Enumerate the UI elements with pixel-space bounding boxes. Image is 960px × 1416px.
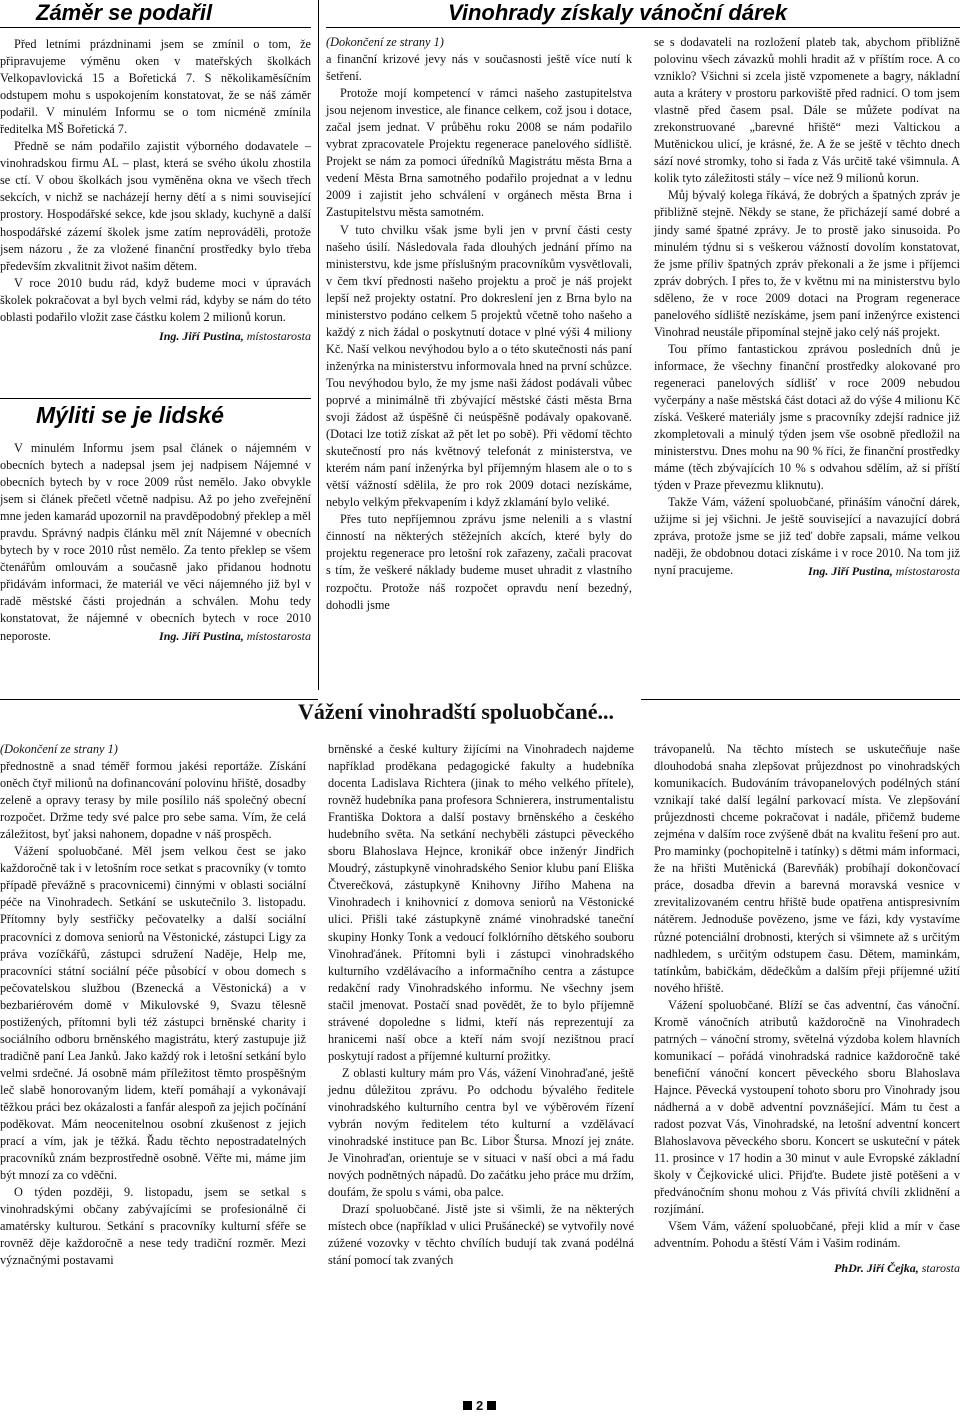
- paragraph: Předně se nám podařilo zajistit výborného dodavatele – vinohradskou firmu AL – plast, která se svého úkolu zhostila se ctí. V obou školkách jsou vyměněna okna ve všech třech sekcích, v nichž se nacházejí herny dětí a s nimi související prostory. Hospodářské sekce, kde jsou sklady, kuchyně a další hospodářské zázemí školek jsme zatím neprováděli, protože jsem názoru , že za vložené finanční prostředky bylo třeba především zkvalitnit život našim dětem.: [0, 139, 311, 273]
- title-rule: [0, 27, 311, 28]
- paragraph: Z oblasti kultury mám pro Vás, vážení Vinohraďané, ještě jednu důležitou zprávu. Po odchodu bývalého ředitele vinohradského kulturního centra byl ve výběrovém řízení vybrán novým ředitelem této kulturní a vzdělávací vinohradské instituce pan Bc. Libor Štursa. Mnozí jej znáte. Je Vinohraďan, orientuje se v situaci v naší obci a má řadu nových podnětných nápadů. Do začátku jeho práce mu držím, doufám, že spolu s vámi, oba palce.: [328, 1065, 634, 1200]
- article-column: [654, 34, 960, 580]
- paragraph: Vážení spoluobčané. Blíží se čas adventní, čas vánoční. Kromě vánočních atributů každoročně na Vinohradech patrných – vánoční stromy, světelná výzdoba kolem hlavních komunikací – pořádá vinohradská radnice každoročně také benefiční vánoční koncert pěveckého sboru Blahoslava Hajnce. Pěvecká vystoupení tohoto sboru pro Vinohrady jsou nádherná a v době adventní povznášející. Mám tu čest a radost pozvat Vás, Vinohradské, na letošní adventní koncert Blahoslavova pěveckého sboru. Koncert se uskuteční v pátek 11. prosince v 17 hodin a 30 minut v aule Evropské základní školy v Čejkovické ulici. Přijďte. Budete jistě potěšeni a v předvánočním shonu mohou z Vás přivítá chvíli zklidnění a rozjímání.: [654, 997, 960, 1217]
- paragraph: V tuto chvilku však jsme byli jen v první části cesty našeho úsilí. Následovala řada dlouhých jednání přímo na ministerstvu, kde jsme příslušným pracovníkům vysvětlovali, v čem tkví přednosti našeho projektu a proč je náš projekt lepší než projekty ostatní. Pro dokreslení jen z Brna bylo na ministerstvo podáno celkem 5 projektů včetně toho našeho a každý z nich žádal o poskytnutí dotace v plné výši 4 miliony Kč. Naší velkou nevýhodou bylo a o této skutečnosti nás paní inženýrka na ministerstvu informovala hned na první schůzce. Tou nevýhodou bylo, že my jsme naši žádost podávali vůbec poprvé a minimálně tři zbývající městské části města Brna svoji žádost až úspěšně či neúspěšně podávaly opakovaně. (Dotaci lze totiž získat až pět let po sobě). Při vědomí těchto skutečností pro nás květnový telefonát z ministerstva, ve kterém nám paní inženýrka byl příjemným hlasem ale o to s větší vážností sdělila, že pro rok 2009 dotaci nezískáme, nebylo velkým překvapením i když zklamání bylo veliké.: [326, 222, 632, 510]
- article-title: Mýliti se je lidské: [36, 402, 224, 428]
- page-number: [463, 1398, 496, 1413]
- paragraph: Vážení spoluobčané. Měl jsem velkou čest se jako každoročně tak i v letošním roce setkat s pracovníky (v tomto případě převážně s pracovnicemi) činnými v oblasti sociální péče na Vinohradech. Setkání se uskutečnilo 3. listopadu. Přítomny byly sestřičky pečovatelky a další sociální pracovníci z domova seniorů na Věstonické, zástupci Ligy za práva vozíčkářů, zástupci sdružení Naděje, Help me, pracovníci státní sociální péče působící v obou domech s pečovatelskou službou (Bzenecká a Věstonická) a v bezbariérovém domě v Mikulovské 9, Svazu tělesně postižených, přítomni byli též zástupci brněnské charity i sociálního odboru brněnského magistrátu, který zastupuje již tradičně paní Lea Janků. Jako každý rok i letošní setkání bylo velmi srdečné. Já osobně mám příležitost těmto prospěšným leč slabě honorovaným lidem, kteří pomáhají a vykonávají těžkou práci bez okázalosti a fanfár alespoň za jejich počínání poděkovat. Mám neocenitelnou osobní zkušenost z jejich prací a vím, jak je těžká. Řadu těchto nepostradatelných pracovníků znám bezprostředně osobně. Věřte mi, máme jim být mnozí za co vděčni.: [0, 844, 306, 1183]
- section-rule: [0, 398, 311, 399]
- paragraph: přednostně a snad téměř formou jakési reportáže. Získání oněch čtyř milionů na dofinancování polovinu hřiště, dosadby zeleně a opravy terasy by mile posílilo náš společný obecní rozpočet. Držme tedy své palce pro sebe sama. Vím, že celá záležitost, byť jaksi nahonem, dopadne v náš prospěch.: [0, 759, 306, 842]
- article-body: [0, 440, 311, 645]
- article-title: Záměr se podařil: [36, 0, 213, 25]
- paragraph: Drazí spoluobčané. Jistě jste si všimli, že na některých místech obce (například v ulici Prušánecké) se vytvořily nové zúžené vozovky v těchto chvílích budují tak zvaná podélná stání pomocí tak zvaných: [328, 1202, 634, 1268]
- square-bullet-icon: [463, 1401, 472, 1410]
- paragraph: Tou přímo fantastickou zprávou posledních dnů je informace, že všechny finanční prostředky alokované pro regeneraci panelových sídlišť v roce 2009 nebudou vyčerpány a naše městská část dotaci až do výše 4 milionu Kč získá. Veškeré materiály jsme s pracovníky zdejší radnice již zkompletovali a minulý týden jsem vše osobně předložil na ministerstvu. Dnes mohu na 90 % říci, že finanční prostředky máme (těch zbývajících 10 % s odvahou sdělím, až si příští týden v Praze převezmu kliknutu).: [654, 341, 960, 493]
- signature: Ing. Jiří Pustina, místostarosta: [159, 628, 311, 643]
- continued-note: (Dokončení ze strany 1): [326, 35, 444, 49]
- page-number-label: 2: [476, 1398, 484, 1413]
- paragraph: Přes tuto nepříjemnou zprávu jsme nelenili a s vlastní činností na některých stěžejních akcích, které byly do projektu regenerace pro letošní rok zařazeny, začali pracovat s tím, že veškeré náklady budeme muset uhradit z vlastního rozpočtu. Protože náš rozpočet opravdu není bezedný, dohodli jsme: [326, 512, 632, 612]
- section-rule: [641, 699, 960, 700]
- article-body: [0, 36, 311, 345]
- paragraph: trávopanelů. Na těchto místech se uskutečňuje naše dlouhodobá snaha zlepšovat průjezdnost po vinohradských komunikacích. Budováním trávopanelových podélných stání vznikají také další legální parkovací místa. Ve zlepšování průjezdnosti chceme pokračovat i nadále, přičemž budeme zejména v dalším roce zvýšeně dbát na kvalitu řešení pro aut. Pro maminky (pochopitelně i tatínky) s dětmi mám informaci, že na hřišti Mutěnická (Barevňák) probíhají dokončovací práce, dosadba dřevin a barevná moravská vesnice v zrevitalizovaném centru hřiště bude opatřena antispresivním nátěrem. Jednoduše povězeno, jsme ve fázi, kdy vystavíme různé potenciální drobnosti, kterých si všimnete až s určitým nadhledem, s určitým odstupem času. Dětem, maminkám, tatínkům, babičkám, dědečkům a dalším přeji příjemné užití nového hřiště.: [654, 742, 960, 995]
- article-title: Vinohrady získaly vánoční dárek: [448, 0, 788, 25]
- title-rule: [326, 27, 960, 28]
- signature: Ing. Jiří Pustina, místostarosta: [159, 328, 311, 343]
- paragraph: V minulém Informu jsem psal článek o nájemném v obecních bytech a nadepsal jsem jej nadpisem Nájemné v obecních bytech by v roce 2009 růst nemělo. Jako obvykle jsem si článek přečetl včetně nadpisu. Až po jeho zveřejnění mne jeden kamarád upozornil na pravděpodobný překlep a měl pravdu. Správný nadpis článku měl znít Nájemné v obecních bytech by v roce 2010 růst nemělo. Za tento překlep se všem čtenářům omlouvám a současně jako přidanou hodnotu přidávám informaci, že materiál ve věci nájemného již byl v radě městské části projednán a schválen. Mohu tedy konstatovat, že nájemné v obecních bytech v roce 2010 neporoste.: [0, 441, 311, 643]
- paragraph: Všem Vám, vážení spoluobčané, přeji klid a mír v čase adventním. Pohodu a štěstí Vám i Vašim rodinám.: [654, 1219, 960, 1251]
- signature: PhDr. Jiří Čejka, starosta: [834, 1261, 960, 1276]
- paragraph: Můj bývalý kolega říkává, že dobrých a špatných zpráv je přibližně stejně. Někdy se stane, že přicházejí samé dobré a jindy samé špatné zprávy. Je to prostě jako sinusoida. Po minulém týdnu si s veškerou vážností dovolím konstatovat, že jsme příliv špatných zpráv překonali a že jsme i příjemci zpráv dobrých. I přes to, že v květnu mi na ministerstvu bylo sděleno, že v roce 2009 dotaci na Program regenerace panelového sídliště nezískáme, jsem paní inženýrce existenci Vinohrad neustále připomínal stejně jako celý náš projekt.: [654, 188, 960, 339]
- article-column: [328, 741, 634, 1269]
- article-title: Vážení vinohradští spoluobčané...: [298, 699, 614, 724]
- column-divider: [318, 0, 319, 690]
- article-column: [654, 741, 960, 1277]
- paragraph: Takže Vám, vážení spoluobčané, přináším vánoční dárek, užijme si jej všichni. Je ještě související a navazující dobrá zpráva, protože jsme se již teď dobře zapsali, máme velkou naději, že obdobnou dotaci získáme i v roce 2010. Na tom již nyní pracujeme.: [654, 495, 960, 578]
- paragraph: se s dodavateli na rozložení plateb tak, abychom přibližně polovinu všech závazků mohli hradit až v příštím roce. A co vzniklo? Všichni si zcela jistě vzpomenete a bagry, nákladní auta a krátery v prostoru parkoviště před radnicí. O tom jsem vlastně před časem psal. Dále se můžete podívat na zrekonstruované „barevné hřiště“ mezi Valtickou a Mutěnickou ulicí, je krásné, že. A že se ještě v těchto dnech sází nové stromky, toho si řada z Vás určitě také všimnula. A kolik tyto záležitosti stály – více než 9 milionů korun.: [654, 35, 960, 186]
- continued-note: (Dokončení ze strany 1): [0, 742, 118, 756]
- article-column: [0, 741, 306, 1269]
- section-rule: [0, 699, 318, 700]
- paragraph: Protože mojí kompetencí v rámci našeho zastupitelstva jsou nejenom investice, ale finance celkem, což jsou i dotace, začal jsem jednat. V průběhu roku 2008 se nám podařilo vybrat zpracovatele Projektu regenerace panelového sídliště. Projekt se nám za pomoci úředníků Magistrátu města Brna a vedení Města Brna samotného podařilo projednat a v lednu 2009 i zajistit jeho schválení v orgánech města Brna i Zastupitelstvu města samotném.: [326, 86, 632, 220]
- paragraph: brněnské a české kultury žijícími na Vinohradech najdeme například proděkana pedagogické fakulty a hudebníka docenta Ladislava Richtera (jinak to mého velkého přítele), rovněž hudebníka pana profesora Schnierera, instrumentalistu Františka Doktora a další postavy brněnského a českého hudebního světa. Na setkání nechyběli zástupci pěveckého sboru Blahoslava Hejnce, kronikář obce inženýr Jindřich Moudrý, zástupkyně vinohradského Senior klubu paní Eliška Čtverečková, zástupkyně Knihovny Jiřího Mahena na Vinohradech i knihovnicí z domova seniorů na Věstonické ulici. Přišli také zástupkyně známé vinohradské taneční skupiny Honky Tonk a vedoucí folklórního dětského souboru Vinohraďánek. Přítomni byli i zástupci vinohradského kulturního vzdělávacího a informačního centra a zástupce redakční rady Vinohradského informu. Ne všechny jsem stačil jmenovat. Postačí snad povědět, že to bylo příjemně strávené dopoledne s lidmi, kteří nás reprezentují za hranicemi naší obce a kteří nám svojí nezištnou prací poskytují radost a příjemné kulturní prožitky.: [328, 742, 634, 1063]
- article-column: [326, 34, 632, 614]
- signature: Ing. Jiří Pustina, místostarosta: [808, 563, 960, 578]
- paragraph: Před letními prázdninami jsem se zmínil o tom, že připravujeme výměnu oken v mateřských školkách Velkopavlovická 15 a Bořetická 7. S několikaměsíčním odstupem mohu s uspokojením konstatovat, že se náš záměr podařil. V minulém Informu se o tom nicméně zmínila ředitelka MŠ Bořetická 7.: [0, 37, 311, 137]
- square-bullet-icon: [487, 1401, 496, 1410]
- paragraph: O týden později, 9. listopadu, jsem se setkal s vinohradskými občany zabývajícími se profesionálně či amatérsky kulturou. Setkání s pracovníky kulturní sféře se rovněž děje každoročně a nese tedy tradiční rozměr. Mezi význačnými postavami: [0, 1185, 306, 1268]
- paragraph: V roce 2010 budu rád, když budeme moci v úpravách školek pokračovat a byl bych velmi rád, kdyby se nám do této oblasti podařilo vložit zase částku kolem 2 milionů korun.: [0, 275, 311, 324]
- paragraph: a finanční krizové jevy nás v současnosti ještě více nutí k šetření.: [326, 52, 632, 84]
